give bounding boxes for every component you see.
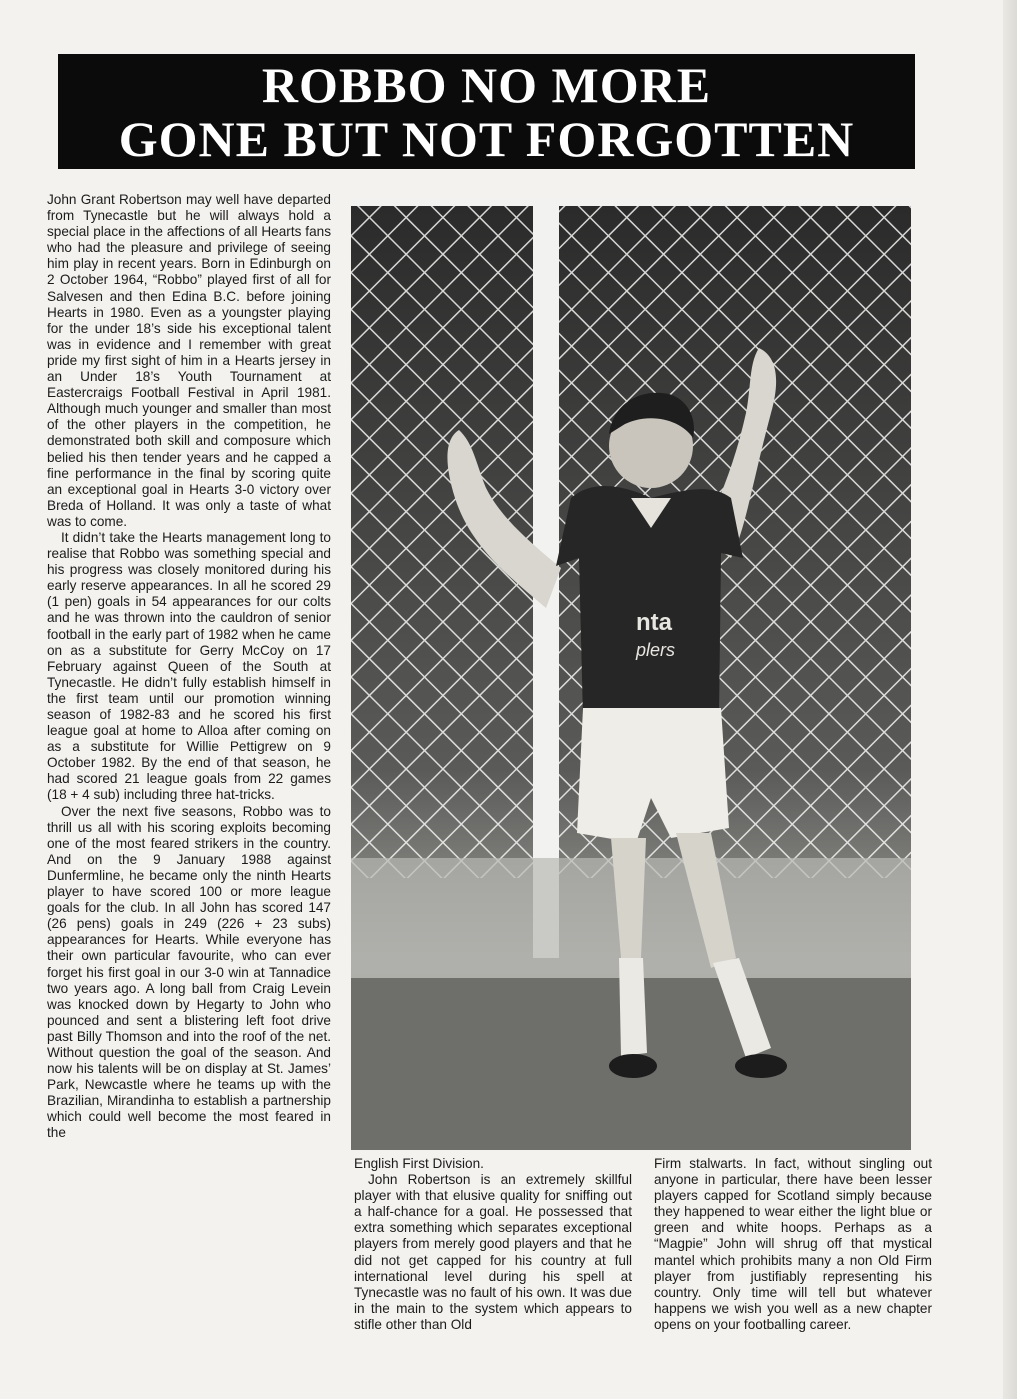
headline-line-1: ROBBO NO MORE <box>261 56 712 113</box>
article-column-middle <box>354 1156 632 1333</box>
paragraph-first-division: English First Division. <box>354 1156 484 1171</box>
shirt-sponsor-text-2: plers <box>636 640 676 660</box>
article-column-left <box>47 192 331 1392</box>
page-edge <box>1003 0 1017 1399</box>
player-celebration-photo <box>351 198 911 1150</box>
paragraph-skillful-player: John Robertson is an extremely skillful player with that elusive quality for sniffing out a half-chance for a goal. He possessed that extra something which separates exceptional players from merely good players and that he did not get capped for his country at full international level during his spell at Tynecastle was no fault of his own. It was due in the main to the system which appears to stifle other than Old <box>354 1172 632 1332</box>
paragraph-intro: John Grant Robertson may well have departed from Tynecastle but he will always hold a special place in the affections of all Hearts fans who had the pleasure and privilege of seeing him play in recent years. Born in Edinburgh on 2 October 1964, “Robbo” played first of all for Salvesen and then Edina B.C. before joining Hearts in 1980. Even as a youngster playing for the under 18’s side his exceptional talent was in evidence and I remember with great pride my first sight of him in a Hearts jersey in an Under 18’s Youth Tournament at Eastercraigs Football Festival in April 1981. Although much younger and smaller than most of the other players in the competition, he demonstrated both skill and composure which belied his then tender years and he capped a fine performance in the final by scoring quite an exceptional goal in Hearts 3-0 victory over Breda of Holland. It was only a taste of what was to come. <box>47 192 331 529</box>
headline-banner <box>58 54 915 169</box>
article-column-right <box>654 1156 932 1333</box>
shirt-sponsor-text-1: nta <box>636 609 672 636</box>
paragraph-closing: Firm stalwarts. In fact, without singling out anyone in particular, there have been lesser players capped for Scotland simply because they happened to wear either the light blue or green and white hoops. Perhaps as a “Magpie” John will shrug off that mystical mantel which prohibits many a non Old Firm player from justifiably representing his country. Only time will tell but whatever happens we wish you well as a new chapter opens on your footballing career. <box>654 1156 932 1332</box>
headline-line-2: GONE BUT NOT FORGOTTEN <box>118 110 855 167</box>
paragraph-early-career: It didn’t take the Hearts management long to realise that Robbo was something special and his progress was closely monitored during his early reserve appearances. In all he scored 29 (1 pen) goals in 54 appearances for our colts and he was thrown into the cauldron of senior football in the early part of 1982 when he came on as a substitute for Gerry McCoy on 17 February against Queen of the South at Tynecastle. He didn’t fully establish himself in the first team until our promotion winning season of 1982-83 and he scored his first league goal at home to Alloa after coming on as a substitute for Willie Pettigrew on 9 October 1982. By the end of that season, he had scored 21 league goals from 22 games (18 + 4 sub) including three hat-tricks. <box>47 529 331 803</box>
paragraph-five-seasons: Over the next five seasons, Robbo was to thrill us all with his scoring exploits becoming one of the most feared strikers in the country. And on the 9 January 1988 against Dunfermline, he became only the ninth Hearts player to have scored 100 or more league goals for the club. In all John has scored 147 (26 pens) goals in 249 (226 + 23 subs) appearances for Hearts. While everyone has their own particular favourite, who can ever forget his first goal in our 3-0 win at Tannadice two years ago. A long ball from Craig Levein was knocked down by Hegarty to John who pounced and sent a blistering left foot drive past Billy Thomson and into the roof of the net. Without question the goal of the season. And now his talents will be on display at St. James’ Park, Newcastle where he teams up with the Brazilian, Mirandinha to establish a partnership which could well become the most feared in the <box>47 803 331 1141</box>
